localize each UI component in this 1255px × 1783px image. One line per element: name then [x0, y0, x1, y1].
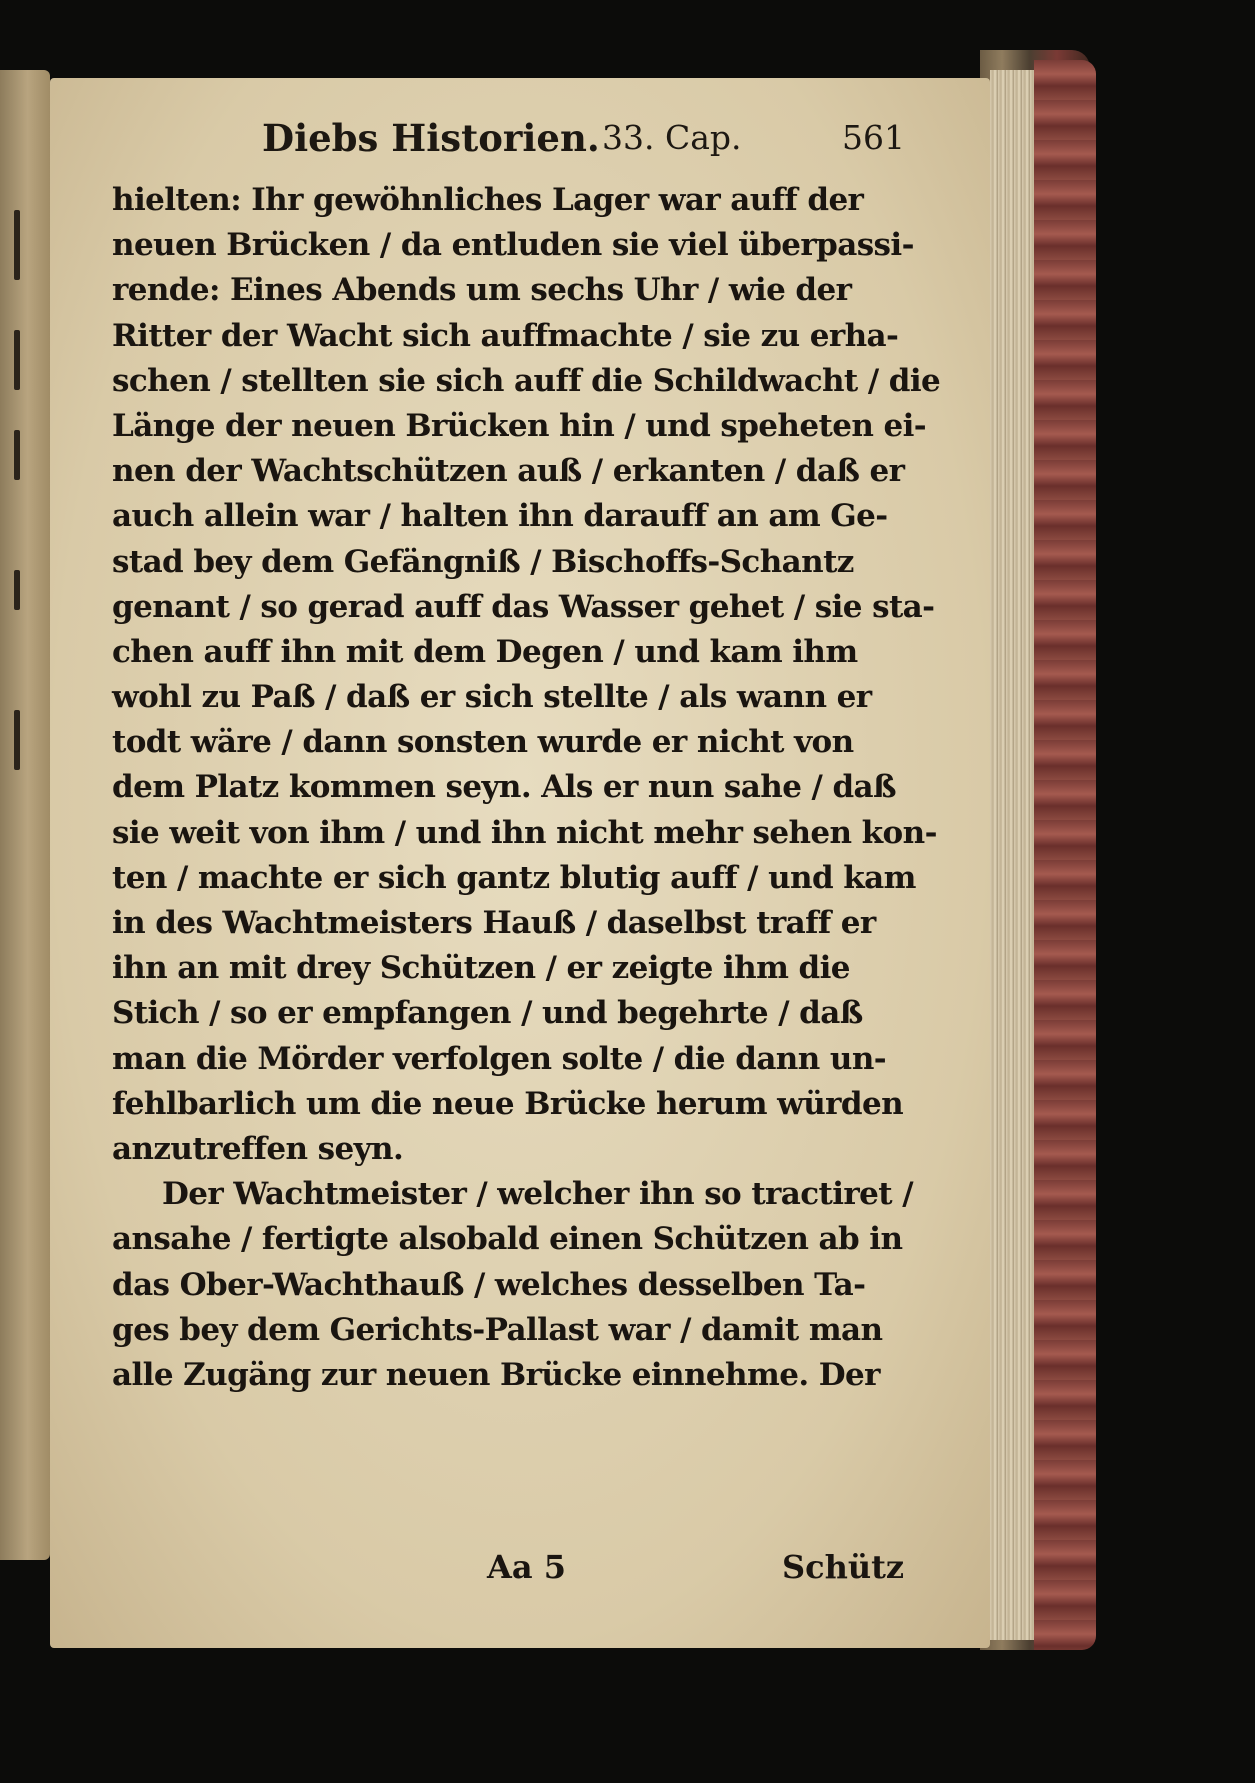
ink-mark: [14, 330, 20, 390]
ink-mark: [14, 430, 20, 480]
text-line: nen der Wachtschützen auß / erkanten / daß er: [112, 453, 905, 490]
running-title: Diebs Historien.: [262, 116, 600, 160]
text-line: in des Wachtmeisters Hauß / daselbst traff er: [112, 905, 876, 941]
text-line: genant / so gerad auff das Wasser gehet / sie sta-: [112, 588, 935, 625]
text-line: Stich / so er empfangen / und begehrte / daß: [112, 995, 863, 1032]
chapter-label: 33. Cap.: [602, 118, 742, 157]
catchword: Schütz: [782, 1548, 905, 1586]
text-line: alle Zugäng zur neuen Brücke einnehme. Der: [112, 1356, 880, 1393]
text-line: wohl zu Paß / daß er sich stellte / als wann er: [112, 679, 872, 716]
page-number: 561: [842, 118, 905, 157]
text-line: chen auff ihn mit dem Degen / und kam ihm: [112, 633, 858, 670]
facing-page-edge: [0, 70, 50, 1560]
text-line: dem Platz kommen seyn. Als er nun sahe / daß: [112, 769, 896, 806]
text-line: fehlbarlich um die neue Brücke herum würden: [112, 1085, 904, 1122]
text-line: Länge der neuen Brücken hin / und speheten ei-: [112, 407, 927, 444]
text-line: Der Wachtmeister / welcher ihn so tractiret /: [162, 1176, 913, 1213]
ink-mark: [14, 710, 20, 770]
text-line: todt wäre / dann sonsten wurde er nicht von: [112, 724, 854, 761]
text-line: anzutreffen seyn.: [112, 1130, 404, 1167]
page-footer: [112, 1548, 922, 1598]
text-line: man die Mörder verfolgen solte / die dann un-: [112, 1040, 887, 1077]
signature-mark: Aa 5: [487, 1548, 566, 1586]
text-line: neuen Brücken / da entluden sie viel überpassi-: [112, 227, 914, 264]
text-line: rende: Eines Abends um sechs Uhr / wie der: [112, 272, 852, 309]
ink-mark: [14, 570, 20, 610]
text-line: ten / machte er sich gantz blutig auff / und kam: [112, 859, 916, 896]
text-line: hielten: Ihr gewöhnliches Lager war auff der: [112, 182, 864, 218]
text-line: das Ober-Wachthauß / welches desselben Ta-: [112, 1266, 866, 1303]
text-line: sie weit von ihm / und ihn nicht mehr sehen kon-: [112, 814, 937, 851]
text-line: schen / stellten sie sich auff die Schildwacht / die: [112, 362, 941, 399]
text-line: ihn an mit drey Schützen / er zeigte ihm die: [112, 950, 850, 987]
text-line: ansahe / fertigte alsobald einen Schützen ab in: [112, 1221, 903, 1258]
ink-mark: [14, 210, 20, 280]
page-stack: [990, 70, 1034, 1640]
page-body: [112, 178, 941, 1398]
text-line: Ritter der Wacht sich auffmachte / sie zu erha-: [112, 317, 899, 354]
text-line: auch allein war / halten ihn darauff an am Ge-: [112, 498, 888, 535]
text-line: ges bey dem Gerichts-Pallast war / damit man: [112, 1311, 883, 1348]
running-header: [262, 112, 922, 172]
text-line: stad bey dem Gefängniß / Bischoffs-Schantz: [112, 543, 854, 580]
cover-edge: [1034, 60, 1096, 1650]
